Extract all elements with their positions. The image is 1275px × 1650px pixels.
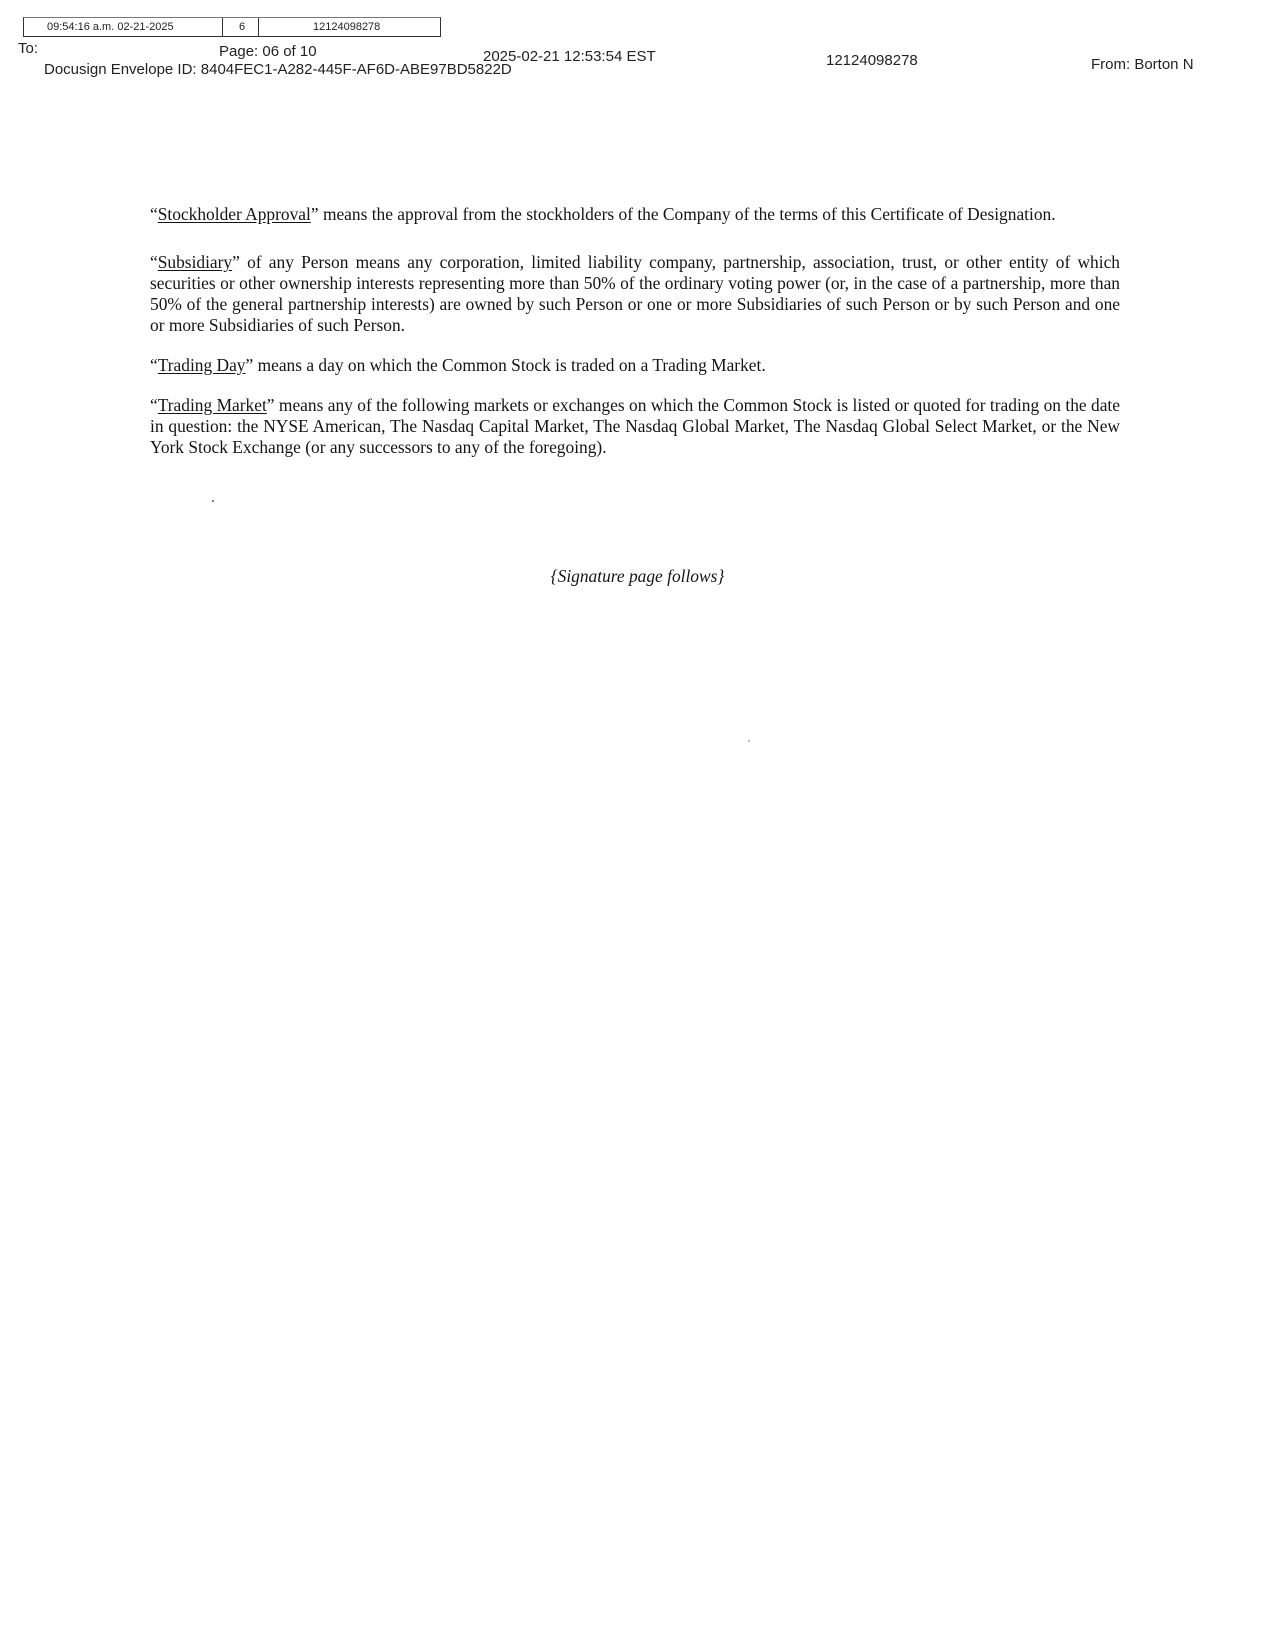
defined-term: Trading Market xyxy=(157,395,267,415)
scan-speck xyxy=(212,500,214,502)
fax-stamp-phone-number: 12124098278 xyxy=(313,21,381,33)
definition-text: means any of the following markets or exchanges on which the Common Stock is listed or quoted for trading on the date in question: the NYSE American, The Nasdaq Capital Market, The Nasdaq Global Market, The Nasdaq Global Select Market, or the New York Stock Exchange (or any successors to any of the foregoing). xyxy=(150,395,1120,457)
fax-to-label: To: xyxy=(18,40,39,57)
definition-text: means the approval from the stockholders of the Company of the terms of this Certificate of Designation. xyxy=(318,204,1056,224)
definition-text: means a day on which the Common Stock is traded on a Trading Market. xyxy=(253,355,766,375)
fax-number: 12124098278 xyxy=(826,52,918,69)
fax-stamp xyxy=(23,17,441,37)
fax-stamp-page-number: 6 xyxy=(223,18,259,36)
scan-speck xyxy=(748,740,750,742)
definition-trading-day: “Trading Day” means a day on which the Common Stock is traded on a Trading Market. xyxy=(150,355,766,375)
fax-from: From: Borton N xyxy=(1091,56,1194,73)
definitions-section xyxy=(150,204,1120,477)
fax-timestamp: 2025-02-21 12:53:54 EST xyxy=(483,48,656,65)
defined-term: Stockholder Approval xyxy=(157,204,311,224)
fax-stamp-time-date: 09:54:16 a.m. 02-21-2025 xyxy=(24,18,223,36)
fax-page-indicator: Page: 06 of 10 xyxy=(219,43,317,60)
definition-text: of any Person means any corporation, limited liability company, partnership, association, trust, or other entity of which securities or other ownership interests representing more than 50% of the ordinary voting power (or, in the case of a partnership, more than 50% of the general partnership interests) are owned by such Person or one or more Subsidiaries of such Person or by such Person and one or more Subsidiaries of such Person. xyxy=(150,252,1120,335)
signature-page-note: {Signature page follows} xyxy=(550,566,725,586)
defined-term: Trading Day xyxy=(157,355,246,375)
definition-trading-market: “Trading Market” means any of the following markets or exchanges on which the Common Stock is listed or quoted for trading on the date in question: the NYSE American, The Nasdaq Capital Market, The Nasdaq Global Market, The Nasdaq Global Select Market, or the New York Stock Exchange (or any successors to any of the foregoing). xyxy=(150,395,1120,457)
docusign-envelope-id: Docusign Envelope ID: 8404FEC1-A282-445F-AF6D-ABE97BD5822D xyxy=(44,61,512,78)
definition-subsidiary: “Subsidiary” of any Person means any corporation, limited liability company, partnership, association, trust, or other entity of which securities or other ownership interests representing more than 50% of the ordinary voting power (or, in the case of a partnership, more than 50% of the general partnership interests) are owned by such Person or one or more Subsidiaries of such Person or by such Person and one or more Subsidiaries of such Person. xyxy=(150,252,1120,335)
defined-term: Subsidiary xyxy=(157,252,233,272)
definition-stockholder-approval: “Stockholder Approval” means the approval from the stockholders of the Company of the terms of this Certificate of Designation. xyxy=(150,204,1056,224)
